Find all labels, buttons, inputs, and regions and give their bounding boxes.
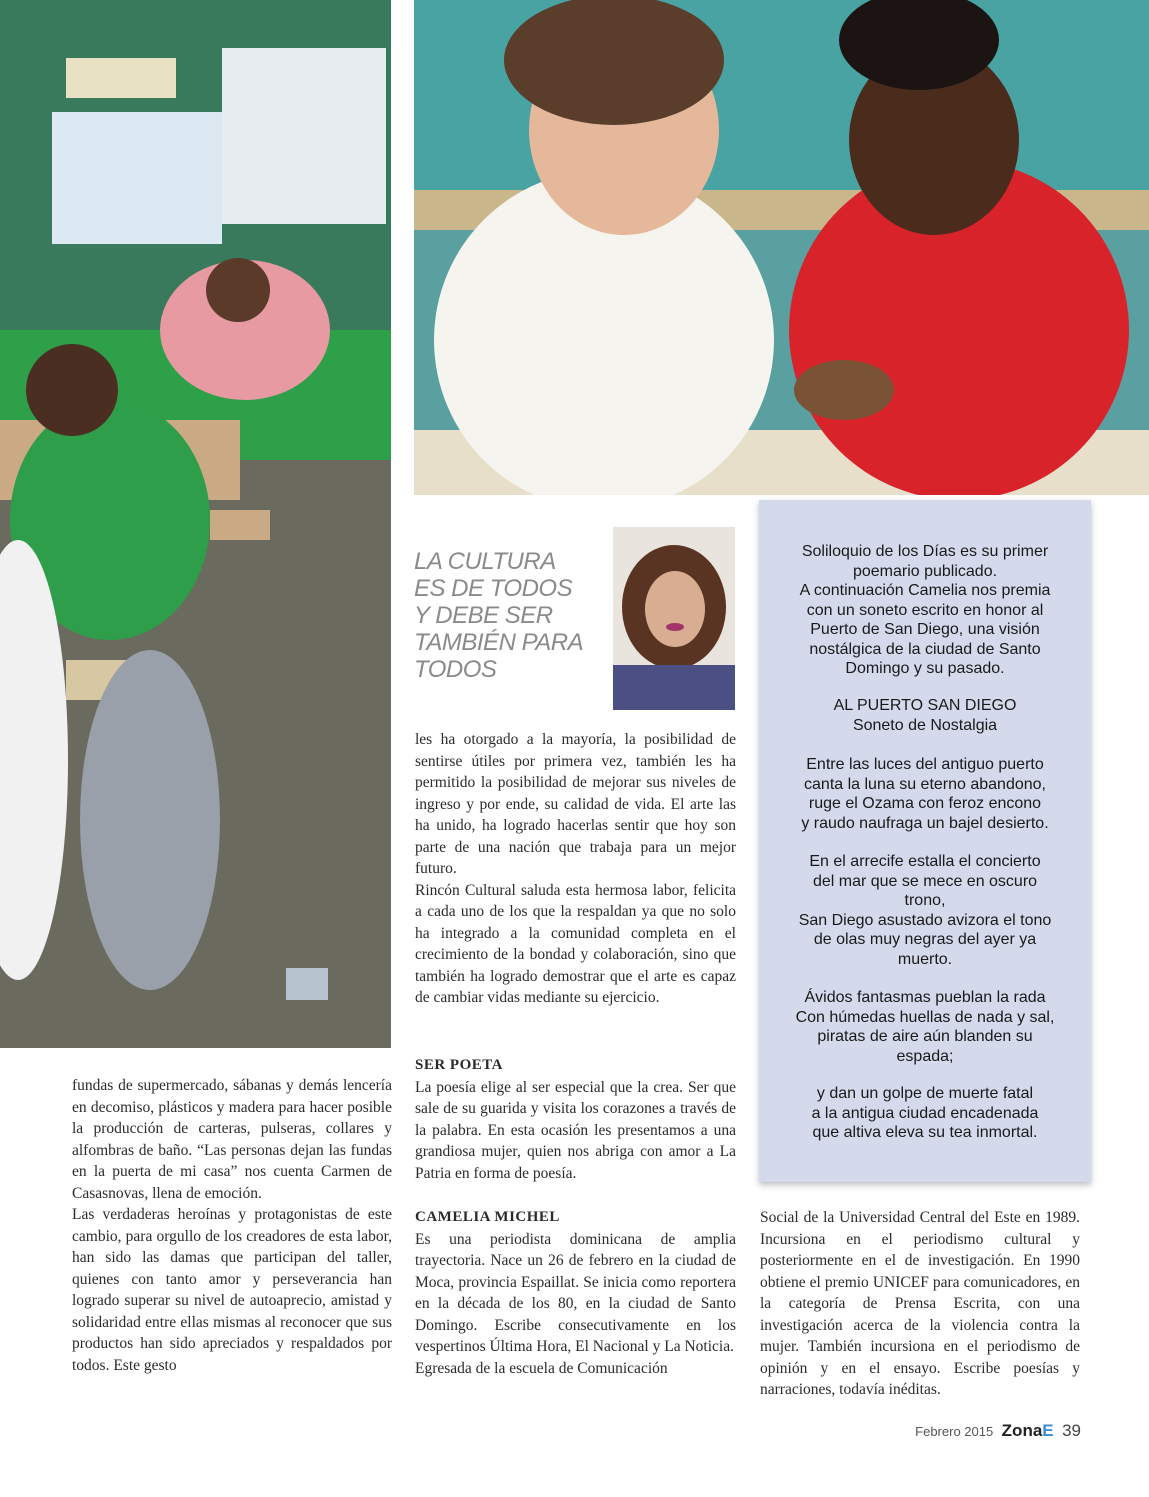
poem-line: canta la luna su eterno abandono, <box>804 775 1046 793</box>
poem-line: ruge el Ozama con feroz encono <box>808 795 1042 812</box>
left-paragraph: Las verdaderas heroínas y protagonistas de este cambio, para orgullo de los creadores de esta labor, han sido las damas que participan del taller, quienes con tanto amor y perseverancia han logrado superar su nivel de autoaprecio, amistad y solidaridad entre ellas mismas al reconocer que sus productos han sido apreciados y respaldados por todos. Este gesto <box>72 1206 392 1374</box>
heading-ser-poeta: SER POETA <box>415 1057 503 1073</box>
pullquote-line: TAMBIÉN PARA <box>414 629 584 656</box>
poem-line: trono, <box>904 892 946 909</box>
poem-stanza-4 <box>773 1084 1077 1143</box>
pullquote-line: ES DE TODOS <box>414 575 573 602</box>
poem-stanza-2 <box>773 852 1077 969</box>
camelia-paragraph: Egresada de la escuela de Comunicación <box>415 1359 668 1377</box>
poem-line: del mar que se mece en oscuro <box>812 872 1038 890</box>
poem-stanza-1 <box>773 755 1077 833</box>
poem-line: Ávidos fantasmas pueblan la rada <box>804 989 1046 1006</box>
poem-sidebar <box>759 500 1091 1182</box>
sidebar-intro <box>773 542 1077 679</box>
footer-date: Febrero 2015 <box>915 1424 994 1439</box>
poem-line: de olas muy negras del ayer ya <box>813 931 1037 948</box>
middle-column-top <box>415 729 736 1009</box>
page-number: 39 <box>1062 1421 1081 1440</box>
footer-brand: Zona <box>1001 1421 1043 1440</box>
footer-brand-e: E <box>1042 1421 1054 1440</box>
sidebar-line: A continuación Camelia nos premia <box>799 582 1051 599</box>
poem-title-line: AL PUERTO SAN DIEGO <box>833 697 1017 714</box>
sidebar-line: Domingo y su pasado. <box>845 660 1005 677</box>
pullquote-line: Y DEBE SER <box>414 602 553 629</box>
sidebar-line: Soliloquio de los Días es su primer <box>801 543 1049 560</box>
left-column <box>72 1075 392 1376</box>
poem-line: espada; <box>896 1047 954 1065</box>
photo-portrait-camelia <box>613 527 735 710</box>
ser-poeta-paragraph: La poesía elige al ser especial que la crea. Ser que sale de su guarida y visita los corazones a través de la palabra. En esta ocasión les presentamos a una grandiosa mujer, quien nos abriga con amor a La Patria en forma de poesía. <box>415 1078 736 1182</box>
sidebar-line: con un soneto escrito en honor al <box>806 601 1044 619</box>
poem-line: y raudo naufraga un bajel desierto. <box>801 814 1049 832</box>
pullquote-line: LA CULTURA <box>414 548 556 575</box>
right-column <box>760 1207 1080 1401</box>
poem-line: a la antigua ciudad encadenada <box>811 1104 1039 1122</box>
photo-classroom-left <box>0 0 391 1048</box>
heading-camelia-michel: CAMELIA MICHEL <box>415 1209 560 1225</box>
poem-line: muerto. <box>897 950 953 968</box>
middle-paragraph: les ha otorgado a la mayoría, la posibilidad de sentirse útiles por primera vez, también les ha permitido la posibilidad de mejorar sus niveles de ingreso y por ende, su calidad de vida. El arte las ha unido, ha logrado hacerlas sentir que hoy son parte de una nación que trabaja para un mejor futuro. <box>415 731 736 877</box>
poem-stanza-3 <box>773 988 1077 1066</box>
photo-two-women <box>414 0 1149 495</box>
camelia-michel-section <box>415 1207 736 1379</box>
page-footer <box>915 1421 1081 1441</box>
sidebar-line: nostálgica de la ciudad de Santo <box>809 640 1041 658</box>
right-paragraph: Social de la Universidad Central del Este en 1989. Incursiona en el periodismo cultural y posteriormente en el de investigación. En 1990 obtiene el premio UNICEF para comunicadores, en la categoría de Prensa Escrita, con una investigación acerca de la violencia contra la mujer. También incursiona en el periodismo de opinión y en el ensayo. Escribe poesías y narraciones, todavía inéditas. <box>760 1209 1080 1398</box>
poem-subtitle-line: Soneto de Nostalgia <box>852 716 998 734</box>
pullquote <box>414 548 604 683</box>
camelia-paragraph: Es una periodista dominicana de amplia trayectoria. Nace un 26 de febrero en la ciudad de Moca, provincia Espaillat. Se inicia como reportera en la década de los 80, en la ciudad de Santo Domingo. Escribe consecutivamente en los vespertinos Última Hora, El Nacional y La Noticia. <box>415 1230 736 1355</box>
left-paragraph: fundas de supermercado, sábanas y demás lencería en decomiso, plásticos y madera para hacer posible la producción de carteras, pulseras, collares y alfombras de baño. “Las personas dejan las fundas en la puerta de mi casa” nos cuenta Carmen de Casasnovas, llena de emoción. <box>72 1077 392 1202</box>
middle-paragraph: Rincón Cultural saluda esta hermosa labor, felicita a cada uno de los que la respaldan ya que no solo ha integrado a la comunidad completa en el crecimiento de la bondad y colaboración, sino que también ha logrado demostrar que el arte es capaz de cambiar vidas mediante su ejercicio. <box>415 881 736 1006</box>
poem-line: que altiva eleva su tea inmortal. <box>812 1124 1038 1141</box>
poem-line: y dan un golpe de muerte fatal <box>816 1085 1034 1102</box>
pullquote-line: TODOS <box>414 656 497 683</box>
poem-line: San Diego asustado avizora el tono <box>798 911 1052 929</box>
poem-line: Con húmedas huellas de nada y sal, <box>795 1008 1055 1026</box>
ser-poeta-section <box>415 1055 736 1184</box>
poem-line: En el arrecife estalla el concierto <box>809 853 1041 870</box>
poem-line: piratas de aire aún blanden su <box>817 1028 1033 1045</box>
poem-line: Entre las luces del antiguo puerto <box>806 756 1044 773</box>
poem-title <box>773 696 1077 735</box>
sidebar-line: poemario publicado. <box>852 562 998 580</box>
sidebar-line: Puerto de San Diego, una visión <box>810 621 1040 638</box>
